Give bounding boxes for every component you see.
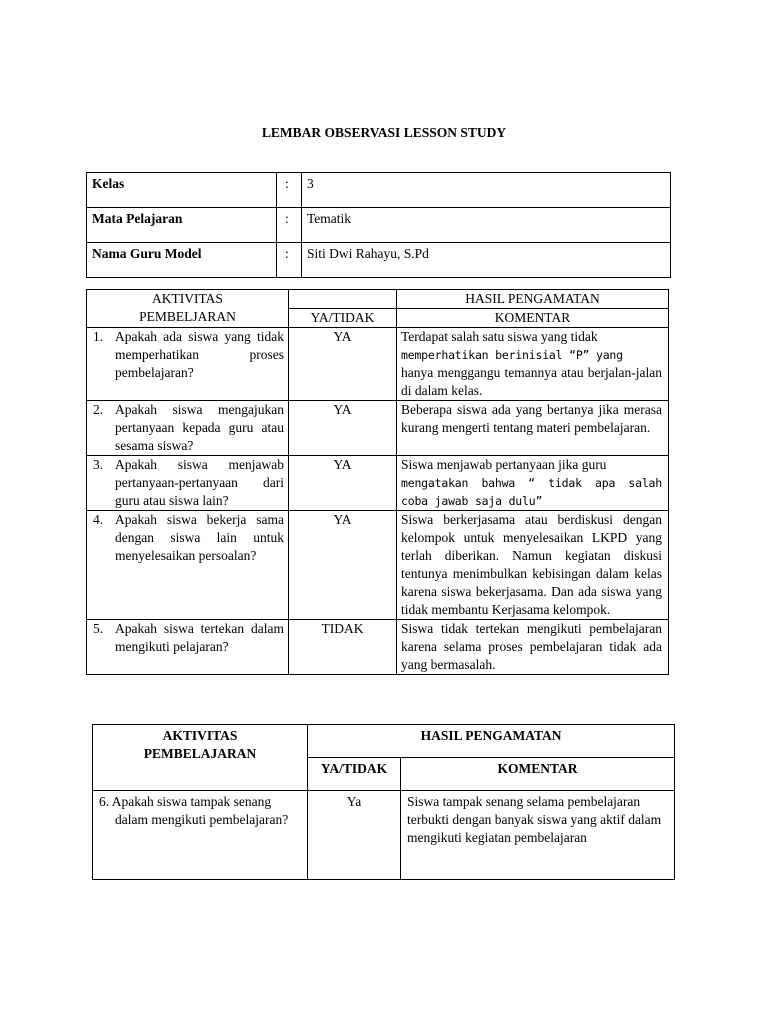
question-text: Apakah siswa menjawab pertanyaan-pertanyaan dari guru atau siswa lain?	[115, 457, 284, 508]
info-row-kelas	[87, 173, 671, 208]
comment-cell	[397, 456, 669, 511]
table-row	[93, 791, 675, 880]
info-value: 3	[302, 173, 671, 208]
answer-cell: YA	[289, 328, 397, 401]
question-text: Apakah siswa bekerja sama dengan siswa lain untuk menyelesaikan persoalan?	[115, 512, 284, 563]
info-separator: :	[277, 173, 302, 208]
info-label: Nama Guru Model	[87, 243, 277, 278]
answer-cell: YA	[289, 401, 397, 456]
table-row	[87, 328, 669, 401]
answer-cell: YA	[289, 511, 397, 620]
question-cell	[87, 456, 289, 511]
comment-line: Siswa menjawab pertanyaan jika guru	[401, 457, 607, 472]
info-row-mata-pelajaran	[87, 208, 671, 243]
question-text: 6. Apakah siswa tampak senang	[99, 794, 272, 809]
header-hasil-pengamatan: HASIL PENGAMATAN	[397, 290, 669, 309]
header-komentar: KOMENTAR	[401, 758, 675, 791]
question-cell	[87, 620, 289, 675]
table-row	[87, 456, 669, 511]
header-hasil-pengamatan: HASIL PENGAMATAN	[308, 725, 675, 758]
observation-table-2	[92, 724, 675, 880]
info-separator: :	[277, 243, 302, 278]
comment-line: mengatakan bahwa “ tidak apa salah coba jawab saja dulu”	[401, 476, 662, 508]
question-cell	[87, 511, 289, 620]
comment-line: hanya menggangu temannya atau berjalan-jalan di dalam kelas.	[401, 365, 662, 398]
header-komentar: KOMENTAR	[397, 309, 669, 328]
comment-line: memperhatikan berinisial “P” yang	[401, 348, 623, 362]
header-aktivitas-line1: AKTIVITAS	[162, 728, 238, 743]
answer-cell: TIDAK	[289, 620, 397, 675]
header-aktivitas	[93, 725, 308, 791]
question-number: 1.	[93, 329, 104, 344]
info-label: Kelas	[87, 173, 277, 208]
table-row	[87, 620, 669, 675]
comment-cell: Siswa tampak senang selama pembelajaran terbukti dengan banyak siswa yang aktif dalam mengikuti kegiatan pembelajaran	[401, 791, 675, 880]
observation-table-1	[86, 289, 669, 675]
comment-line: Terdapat salah satu siswa yang tidak	[401, 329, 598, 344]
header-aktivitas-line1: AKTIVITAS	[152, 291, 223, 306]
table-row	[87, 511, 669, 620]
answer-cell: Ya	[308, 791, 401, 880]
table-header-row	[93, 725, 675, 758]
question-number: 2.	[93, 402, 104, 417]
question-text: Apakah siswa mengajukan pertanyaan kepada guru atau sesama siswa?	[115, 402, 284, 453]
info-label: Mata Pelajaran	[87, 208, 277, 243]
question-text: Apakah siswa tertekan dalam mengikuti pelajaran?	[115, 621, 284, 654]
table-row	[87, 401, 669, 456]
header-blank	[289, 290, 397, 309]
header-aktivitas	[87, 290, 289, 328]
header-ya-tidak: YA/TIDAK	[308, 758, 401, 791]
info-value: Tematik	[302, 208, 671, 243]
comment-cell	[397, 328, 669, 401]
info-table	[86, 172, 671, 278]
info-separator: :	[277, 208, 302, 243]
header-ya-tidak: YA/TIDAK	[289, 309, 397, 328]
header-aktivitas-line2: PEMBELJARAN	[139, 309, 236, 324]
question-number: 5.	[93, 621, 104, 636]
question-number: 4.	[93, 512, 104, 527]
info-value: Siti Dwi Rahayu, S.Pd	[302, 243, 671, 278]
question-text: Apakah ada siswa yang tidak memperhatikan proses pembelajaran?	[115, 329, 284, 380]
document-title: LEMBAR OBSERVASI LESSON STUDY	[261, 125, 507, 140]
question-cell	[87, 401, 289, 456]
comment-cell: Beberapa siswa ada yang bertanya jika merasa kurang mengerti tentang materi pembelajaran.	[397, 401, 669, 456]
info-row-nama-guru	[87, 243, 671, 278]
question-cell	[93, 791, 308, 880]
question-cell	[87, 328, 289, 401]
question-text-continued: dalam mengikuti pembelajaran?	[115, 812, 289, 827]
comment-cell: Siswa berkerjasama atau berdiskusi dengan kelompok untuk menyelesaikan LKPD yang terlah diberikan. Namun kegiatan diskusi tentunya menimbulkan kebisingan dalam kelas karena siswa bekerjasama. Dan ada siswa yang tidak membantu Kerjasama kelompok.	[397, 511, 669, 620]
comment-cell: Siswa tidak tertekan mengikuti pembelajaran karena selama proses pembelajaran tidak ada yang bermasalah.	[397, 620, 669, 675]
table-header-row	[87, 290, 669, 309]
question-number: 3.	[93, 457, 104, 472]
answer-cell: YA	[289, 456, 397, 511]
header-aktivitas-line2: PEMBELAJARAN	[143, 746, 257, 761]
